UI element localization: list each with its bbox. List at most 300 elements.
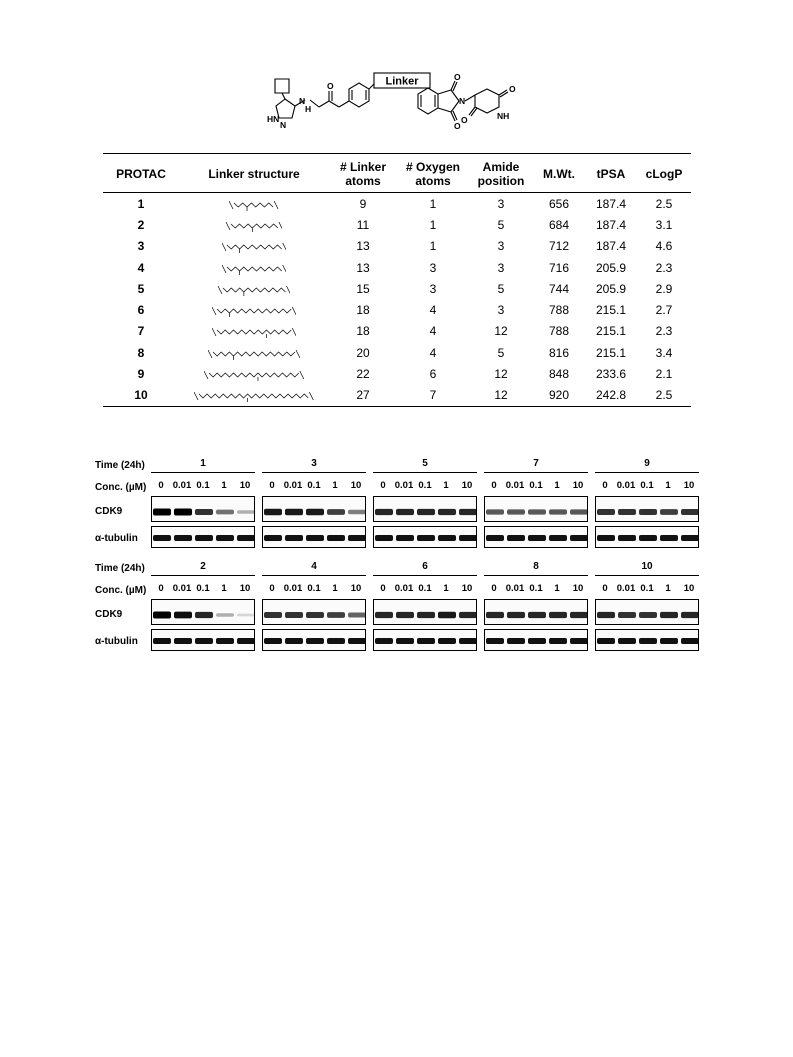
concentration-label: 0 [602,583,608,594]
tubulin-band [216,638,234,644]
concentration-label: 10 [572,583,584,594]
cdk9-band [348,613,366,618]
table-header-row [103,154,691,193]
cdk9-bands [485,600,588,625]
tubulin-label: α-tubulin [95,533,138,544]
cell-oxygen-atoms: 4 [429,345,437,360]
cell-linker-structure [179,193,329,215]
cell-clogp: 2.5 [637,385,691,407]
blot-panel-protac-10 [595,561,699,657]
tubulin-band [153,535,171,541]
linker-structure-drawing [229,196,278,212]
blot-panel-protac-4 [262,561,366,657]
cdk9-band [660,509,678,515]
conc-label: Conc. (µM) [95,482,147,493]
tubulin-band [570,638,588,644]
concentration-label: 10 [239,583,251,594]
concentration-labels [595,583,699,595]
cdk9-band [195,509,213,515]
atom-label-nh: NH [497,111,510,121]
cdk9-band [639,509,657,515]
tubulin-band [486,535,504,541]
cdk9-bands [263,600,366,625]
concentration-labels [373,480,477,492]
cdk9-band [327,509,345,515]
cell-amide-position: 5 [497,345,505,360]
concentration-label: 1 [665,480,671,491]
concentration-label: 0 [158,583,164,594]
tubulin-band [438,638,456,644]
tubulin-band [507,535,525,541]
tubulin-band [306,535,324,541]
cdk9-bands [596,497,699,522]
cdk9-band [507,509,525,514]
blot-panel-title: 6 [422,561,428,572]
concentration-label: 0 [491,480,497,491]
concentration-label: 0.1 [307,480,321,491]
cdk9-band [174,509,192,516]
cell-linker-atoms: 9 [359,196,367,211]
cdk9-band [237,510,255,514]
cell-protac: 7 [137,324,145,339]
cell-oxygen-atoms: 7 [397,385,469,407]
concentration-labels [262,583,366,595]
tubulin-bands [485,630,588,651]
tubulin-band [195,638,213,644]
blot-panel-protac-2 [151,561,255,657]
linker-structure-drawing [212,323,296,339]
atom-label-h: H [305,104,312,114]
blot-panel-protac-7 [484,458,588,554]
concentration-labels [373,583,477,595]
cdk9-blot-strip [595,496,699,522]
cell-linker-structure [179,321,329,342]
cdk9-bands [152,497,255,522]
concentration-label: 10 [461,480,473,491]
conc-label: Conc. (µM) [95,585,147,596]
concentration-label: 0.01 [616,480,636,491]
cell-clogp: 4.6 [655,239,673,254]
header-tpsa: tPSA [585,154,637,193]
tubulin-bands [152,630,255,651]
cdk9-band [549,509,567,514]
cell-mwt: 712 [548,239,570,254]
cell-linker-atoms: 22 [356,367,370,382]
concentration-label: 1 [443,583,449,594]
concentration-label: 0.1 [640,480,654,491]
cdk9-blot-strip [373,599,477,625]
cdk9-band [396,509,414,515]
tubulin-band [660,535,678,541]
cdk9-band [528,509,546,514]
cell-protac: 2 [137,217,145,232]
cell-protac: 8 [137,345,145,360]
cdk9-band [528,612,546,618]
cell-tpsa: 205.9 [595,281,627,296]
cdk9-band [237,614,255,617]
table-row [103,363,691,384]
concentration-label: 10 [461,583,473,594]
cdk9-band [306,509,324,516]
cdk9-band [549,612,567,618]
blot-panel-title: 4 [311,561,317,572]
atom-label-o1: O [327,81,334,91]
tubulin-band [681,638,699,644]
tubulin-blot-strip [484,629,588,651]
concentration-label: 0 [380,480,386,491]
cdk9-band [327,612,345,618]
tubulin-blot-strip [373,629,477,651]
blot-panel-protac-3 [262,458,366,554]
cell-amide-position: 5 [497,281,505,296]
concentration-label: 10 [350,480,362,491]
cell-clogp: 2.3 [655,260,673,275]
cell-clogp: 3.4 [655,345,673,360]
tubulin-bands [485,527,588,548]
concentration-labels [151,480,255,492]
concentration-label: 0.01 [283,583,303,594]
cell-clogp: 2.7 [655,303,673,318]
table-row [103,299,691,320]
concentration-labels [484,583,588,595]
concentration-label: 10 [683,480,695,491]
cdk9-band [438,612,456,619]
concentration-label: 0.1 [418,583,432,594]
concentration-label: 10 [572,480,584,491]
cell-tpsa: 215.1 [595,324,627,339]
cell-amide-position: 5 [497,217,505,232]
tubulin-band [417,535,435,541]
cell-protac: 4 [137,260,145,275]
cell-protac: 5 [137,281,145,296]
cell-oxygen-atoms: 6 [429,367,437,382]
blot-panel-rule [373,472,477,473]
concentration-label: 1 [554,583,560,594]
atom-label-o2: O [454,72,461,82]
cell-clogp: 2.1 [655,367,673,382]
linker-structure-drawing [226,217,283,233]
cell-protac: 6 [137,303,145,318]
cdk9-band [597,509,615,515]
cell-oxygen-atoms: 3 [429,281,437,296]
cdk9-band [570,612,588,618]
tubulin-band [549,535,567,541]
blot-panel-title: 9 [644,458,650,469]
cell-linker-atoms: 18 [356,303,370,318]
cell-oxygen-atoms: 3 [429,260,437,275]
concentration-label: 1 [554,480,560,491]
cell-tpsa: 187.4 [595,239,627,254]
tubulin-band [618,638,636,644]
concentration-label: 0.1 [640,583,654,594]
cdk9-band [459,509,477,515]
structure-drawing [255,62,545,140]
cdk9-blot-strip [484,496,588,522]
cell-amide-position: 3 [497,260,505,275]
concentration-label: 10 [239,480,251,491]
table-row [103,342,691,363]
atom-label-n3: N [459,96,466,106]
tubulin-band [264,638,282,644]
tubulin-band [417,638,435,644]
atom-label-hn: HN [267,114,280,124]
tubulin-band [597,638,615,644]
blot-panel-rule [595,472,699,473]
blot-panel-title: 7 [533,458,539,469]
concentration-label: 1 [221,480,227,491]
cdk9-band [486,612,504,618]
table-row [103,321,691,342]
tubulin-band [285,535,303,541]
tubulin-blot-strip [262,629,366,651]
concentration-label: 1 [332,480,338,491]
concentration-label: 0.01 [505,480,525,491]
concentration-label: 0 [491,583,497,594]
linker-structure-drawing [194,387,313,403]
concentration-label: 1 [443,480,449,491]
cdk9-band [396,612,414,618]
blot-panel-protac-1 [151,458,255,554]
cdk9-blot-strip [262,599,366,625]
cell-tpsa: 215.1 [595,303,627,318]
cell-mwt: 684 [548,217,570,232]
cell-mwt: 920 [533,385,585,407]
time-label: Time (24h) [95,460,145,471]
table-row [103,257,691,278]
concentration-label: 0.01 [616,583,636,594]
cell-amide-position: 3 [497,196,505,211]
cdk9-bands [152,600,255,625]
concentration-label: 1 [332,583,338,594]
cell-mwt: 656 [548,196,570,211]
tubulin-band [639,535,657,541]
concentration-label: 0.01 [394,583,414,594]
cdk9-blot-strip [484,599,588,625]
blot-panel-rule [151,575,255,576]
tubulin-band [681,535,699,541]
linker-structure-drawing [208,345,300,361]
tubulin-band [174,638,192,644]
cdk9-band [153,612,171,619]
tubulin-blot-strip [151,526,255,548]
linker-structure-drawing [204,366,304,382]
cell-linker-atoms: 13 [356,260,370,275]
cell-linker-atoms: 11 [356,217,370,232]
blot-panel-rule [484,472,588,473]
cell-oxygen-atoms: 1 [429,217,437,232]
concentration-label: 0.01 [394,480,414,491]
cell-tpsa: 215.1 [595,345,627,360]
atom-label-n2: N [299,96,306,106]
tubulin-band [459,638,477,644]
cell-protac: 10 [103,385,179,407]
cdk9-bands [374,497,477,522]
cell-amide-position: 12 [494,324,508,339]
cdk9-band [285,612,303,618]
tubulin-band [639,638,657,644]
tubulin-band [285,638,303,644]
header-amide-position: Amide position [469,154,533,193]
cdk9-blot-strip [262,496,366,522]
concentration-label: 0.01 [172,480,192,491]
cdk9-band [375,612,393,618]
tubulin-bands [596,527,699,548]
header-clogp: cLogP [637,154,691,193]
tubulin-blot-strip [595,629,699,651]
cell-linker-atoms: 18 [356,324,370,339]
blot-panel-title: 1 [200,458,206,469]
cdk9-bands [596,600,699,625]
concentration-label: 0.01 [505,583,525,594]
concentration-label: 0 [602,480,608,491]
cdk9-band [174,612,192,619]
blot-panel-title: 10 [641,561,653,572]
concentration-label: 0 [158,480,164,491]
cdk9-band [681,612,699,618]
tubulin-band [438,535,456,541]
tubulin-blot-strip [151,629,255,651]
header-protac: PROTAC [103,154,179,193]
cell-mwt: 788 [548,303,570,318]
concentration-labels [262,480,366,492]
tubulin-bands [263,527,366,548]
cdk9-band [660,612,678,618]
cdk9-bands [374,600,477,625]
cell-amide-position: 12 [469,385,533,407]
cell-protac: 3 [137,239,145,254]
cell-oxygen-atoms: 4 [429,324,437,339]
cell-oxygen-atoms: 4 [429,303,437,318]
cdk9-band [639,612,657,618]
protac-general-structure [255,62,545,140]
concentration-label: 10 [683,583,695,594]
cdk9-bands [263,497,366,522]
tubulin-blot-strip [262,526,366,548]
blot-panel-rule [262,472,366,473]
atom-label-o4: O [509,84,516,94]
blot-panel-title: 5 [422,458,428,469]
table-row [103,278,691,299]
cell-tpsa: 205.9 [595,260,627,275]
cdk9-band [459,612,477,618]
tubulin-band [618,535,636,541]
blot-panel-rule [484,575,588,576]
tubulin-band [327,638,345,644]
tubulin-band [216,535,234,541]
cdk9-blot-strip [373,496,477,522]
cdk9-band [264,612,282,618]
header-linker-structure: Linker structure [179,154,329,193]
cdk9-blot-strip [151,496,255,522]
atom-label-o3: O [454,121,461,131]
cdk9-blot-strip [595,599,699,625]
tubulin-blot-strip [373,526,477,548]
cell-tpsa: 187.4 [595,196,627,211]
cdk9-label: CDK9 [95,506,123,517]
cell-linker-structure [179,214,329,235]
cdk9-bands [485,497,588,522]
cdk9-band [618,509,636,515]
atom-label-n1: N [280,120,287,130]
concentration-label: 0.1 [196,480,210,491]
time-label: Time (24h) [95,563,145,574]
cell-protac: 9 [137,367,145,382]
concentration-label: 0 [269,583,275,594]
concentration-label: 0.1 [529,480,543,491]
cell-mwt: 744 [548,281,570,296]
concentration-label: 0.1 [418,480,432,491]
tubulin-band [549,638,567,644]
cell-oxygen-atoms: 1 [429,239,437,254]
cell-tpsa: 242.8 [585,385,637,407]
cell-linker-atoms: 13 [356,239,370,254]
cdk9-band [285,509,303,516]
tubulin-band [570,535,588,541]
cell-oxygen-atoms: 1 [429,196,437,211]
concentration-label: 10 [350,583,362,594]
blot-panel-rule [595,575,699,576]
tubulin-band [396,638,414,644]
concentration-label: 1 [221,583,227,594]
tubulin-band [264,535,282,541]
cdk9-label: CDK9 [95,609,123,620]
tubulin-band [486,638,504,644]
blot-panel-title: 8 [533,561,539,572]
cell-linker-structure [179,278,329,299]
concentration-label: 0.01 [172,583,192,594]
header-oxygen-atoms: # Oxygen atoms [397,154,469,193]
blot-panel-protac-8 [484,561,588,657]
table-row [103,214,691,235]
tubulin-band [507,638,525,644]
header-linker-atoms: # Linker atoms [329,154,397,193]
concentration-label: 0 [380,583,386,594]
cell-linker-atoms: 15 [356,281,370,296]
cdk9-band [417,612,435,618]
tubulin-bands [374,527,477,548]
linker-structure-drawing [212,302,296,318]
cdk9-band [348,510,366,515]
cdk9-band [264,509,282,516]
blot-panel-protac-6 [373,561,477,657]
linker-structure-drawing [218,281,291,297]
tubulin-band [153,638,171,644]
cell-clogp: 2.5 [655,196,673,211]
cell-mwt: 788 [548,324,570,339]
cdk9-band [216,613,234,617]
cdk9-blot-strip [151,599,255,625]
blot-panel-protac-9 [595,458,699,554]
cdk9-band [195,612,213,618]
cell-amide-position: 3 [497,303,505,318]
concentration-label: 0.1 [529,583,543,594]
cell-amide-position: 12 [494,367,508,382]
concentration-labels [484,480,588,492]
cell-mwt: 716 [548,260,570,275]
protac-properties-table [103,153,691,407]
concentration-label: 0.01 [283,480,303,491]
table-row [103,236,691,257]
cell-linker-structure [179,342,329,363]
tubulin-band [396,535,414,541]
cell-linker-structure [179,363,329,384]
tubulin-band [306,638,324,644]
tubulin-band [375,535,393,541]
cell-tpsa: 233.6 [595,367,627,382]
cell-clogp: 2.9 [655,281,673,296]
tubulin-bands [152,527,255,548]
cell-amide-position: 3 [497,239,505,254]
